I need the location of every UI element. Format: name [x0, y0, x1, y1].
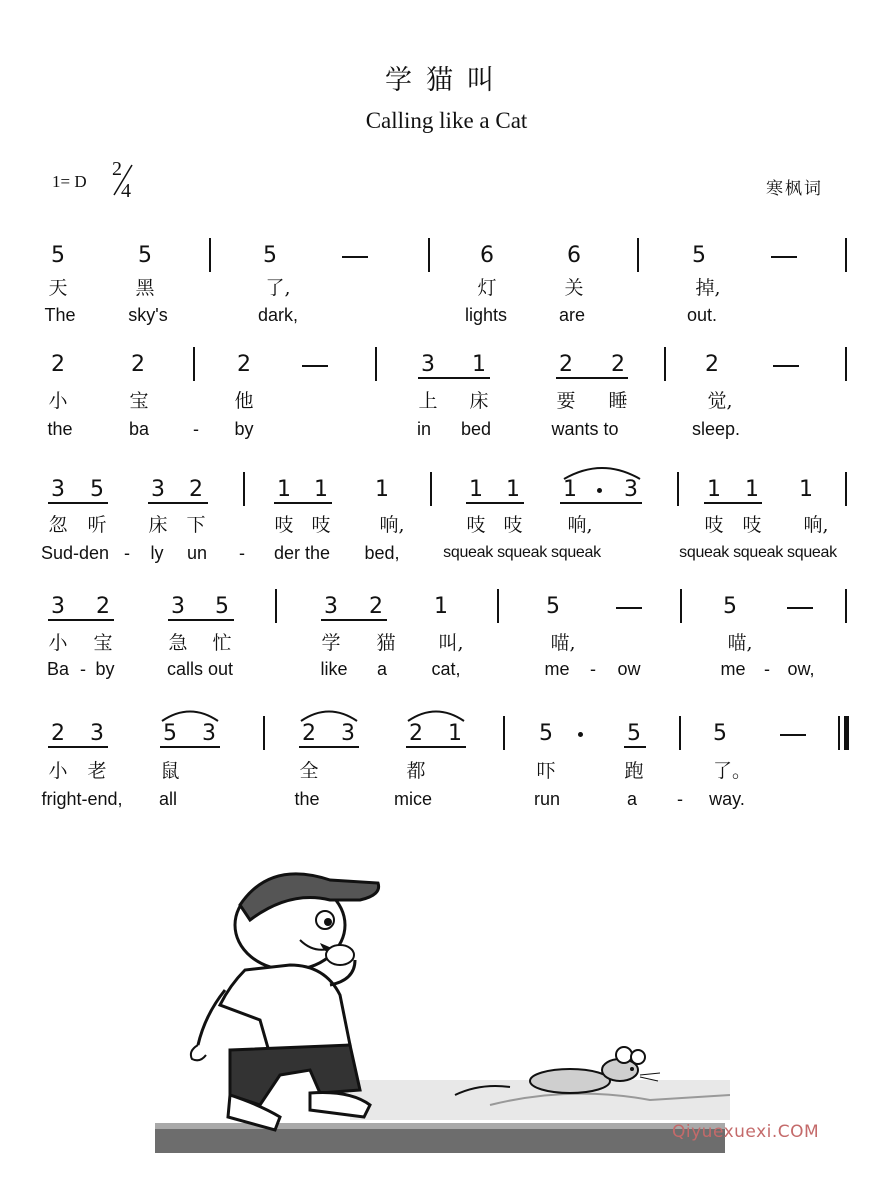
beam-underline	[48, 746, 108, 748]
lyric-en: calls out	[166, 659, 234, 679]
note: 1	[563, 477, 577, 502]
lyric-cn: 喵,	[727, 632, 753, 654]
time-signature-bottom: 4	[121, 180, 131, 202]
note: 1	[375, 477, 389, 502]
lyric-cn: 全	[299, 760, 319, 782]
sustain-dash	[771, 256, 797, 258]
lyric-cn: 宝	[93, 632, 113, 654]
beam-underline	[466, 502, 524, 504]
time-signature-top: 2	[112, 158, 122, 180]
lyric-en: Sud-den	[40, 543, 110, 563]
sustain-dash	[787, 607, 813, 609]
beam-underline	[406, 746, 466, 748]
beam-underline	[274, 502, 332, 504]
note: 2	[51, 352, 65, 377]
lyric-en: -	[677, 789, 683, 809]
bar-line	[263, 716, 265, 750]
beam-underline	[148, 502, 208, 504]
beam-underline	[48, 502, 108, 504]
lyric-en: dark,	[257, 305, 299, 325]
lyric-cn: 黑	[135, 277, 155, 299]
lyric-en: lights	[464, 305, 508, 325]
note: 2	[131, 352, 145, 377]
lyric-cn: 要	[556, 390, 576, 412]
lyric-cn: 了。	[712, 760, 752, 782]
bar-line	[637, 238, 639, 272]
note: 1	[469, 477, 483, 502]
bar-line	[430, 472, 432, 506]
lyric-en: ow,	[787, 659, 815, 679]
lyric-en: way.	[709, 789, 745, 809]
lyric-en: sky's	[128, 305, 168, 325]
slur-arc	[406, 707, 466, 723]
lyric-cn: 吱	[466, 514, 486, 536]
lyric-en: Ba	[46, 659, 70, 679]
lyric-en: all	[158, 789, 178, 809]
lyric-cn: 吓	[536, 760, 556, 782]
lyric-cn: 忽	[48, 514, 68, 536]
lyric-en: der the	[273, 543, 331, 563]
note: 1	[434, 594, 448, 619]
note: 1	[277, 477, 291, 502]
lyric-en: run	[533, 789, 561, 809]
lyric-cn: 宝	[129, 390, 149, 412]
bar-line	[845, 347, 847, 381]
lyric-cn: 下	[186, 514, 206, 536]
note: 2	[611, 352, 625, 377]
lyric-cn: 响,	[379, 514, 405, 536]
lyric-en: fright-end,	[41, 789, 123, 809]
sustain-dash	[302, 365, 328, 367]
lyric-cn: 掉,	[695, 277, 721, 299]
note: 2	[237, 352, 251, 377]
bar-line	[679, 716, 681, 750]
note: 5	[51, 243, 65, 268]
beam-underline	[556, 377, 628, 379]
lyric-en: un	[186, 543, 208, 563]
lyric-en: me	[544, 659, 570, 679]
lyric-cn: 老	[87, 760, 107, 782]
key-signature: 1= D	[52, 172, 87, 191]
lyric-en: bed,	[364, 543, 400, 563]
lyric-en: -	[124, 543, 130, 563]
lyric-cn: 吱	[503, 514, 523, 536]
note: 2	[96, 594, 110, 619]
lyric-en: The	[44, 305, 76, 325]
lyric-cn: 都	[406, 760, 426, 782]
lyric-en: mice	[393, 789, 433, 809]
lyric-en: -	[764, 659, 770, 679]
note: 3	[51, 477, 65, 502]
bar-line	[680, 589, 682, 623]
bar-line	[503, 716, 505, 750]
lyric-cn: 叫,	[438, 632, 464, 654]
bar-line	[664, 347, 666, 381]
note: 1	[707, 477, 721, 502]
note: 5	[692, 243, 706, 268]
lyric-cn: 觉,	[707, 390, 733, 412]
note: 3	[624, 477, 638, 502]
note: 6	[567, 243, 581, 268]
bar-line	[375, 347, 377, 381]
note: 2	[559, 352, 573, 377]
lyric-cn: 天	[48, 277, 68, 299]
lyric-cn: 关	[564, 277, 584, 299]
lyric-en: wants to	[551, 419, 619, 439]
slur-arc	[160, 707, 220, 723]
beam-underline	[321, 619, 387, 621]
note: 3	[51, 594, 65, 619]
note: 2	[189, 477, 203, 502]
note: 2	[302, 721, 316, 746]
bar-line	[677, 472, 679, 506]
lyric-en: ba	[128, 419, 150, 439]
note: 3	[341, 721, 355, 746]
lyric-en: sleep.	[691, 419, 741, 439]
note: 3	[324, 594, 338, 619]
slur-arc	[299, 707, 359, 723]
lyric-cn: 小	[48, 632, 68, 654]
boy-figure	[191, 874, 379, 1130]
lyric-en: me	[720, 659, 746, 679]
sustain-dash	[773, 365, 799, 367]
lyric-cn: 喵,	[550, 632, 576, 654]
note: 5	[723, 594, 737, 619]
bar-line	[193, 347, 195, 381]
lyric-en: are	[558, 305, 586, 325]
beam-underline	[48, 619, 114, 621]
slur-arc	[562, 463, 642, 481]
note: 2	[705, 352, 719, 377]
dot-rhythm	[597, 488, 602, 493]
beam-underline	[704, 502, 762, 504]
lyric-cn: 吱	[704, 514, 724, 536]
note: 5	[215, 594, 229, 619]
lyric-en: ow	[617, 659, 641, 679]
lyric-cn: 床	[148, 514, 168, 536]
note: 1	[506, 477, 520, 502]
note: 1	[799, 477, 813, 502]
final-bar-thin	[838, 716, 840, 750]
song-title-english: Calling like a Cat	[365, 108, 528, 133]
note: 3	[421, 352, 435, 377]
site-watermark: Qiyuexuexi.COM	[672, 1122, 820, 1142]
bar-line	[845, 472, 847, 506]
lyric-cn: 睡	[608, 390, 628, 412]
lyric-cn: 忙	[212, 632, 232, 654]
lyric-cn: 灯	[477, 277, 497, 299]
lyric-en: like	[320, 659, 348, 679]
note: 3	[202, 721, 216, 746]
note: 2	[409, 721, 423, 746]
lyric-en: -	[80, 659, 86, 679]
note: 5	[546, 594, 560, 619]
note: 2	[369, 594, 383, 619]
final-bar-thick	[844, 716, 849, 750]
beam-underline	[168, 619, 234, 621]
note: 5	[263, 243, 277, 268]
beam-underline	[160, 746, 220, 748]
dot-rhythm	[578, 732, 583, 737]
lyric-cn: 猫	[376, 632, 396, 654]
lyric-cn: 响,	[803, 514, 829, 536]
note: 5	[539, 721, 553, 746]
beam-underline	[624, 746, 646, 748]
note: 1	[314, 477, 328, 502]
note: 6	[480, 243, 494, 268]
lyric-en: the	[47, 419, 73, 439]
lyric-cn: 吱	[274, 514, 294, 536]
sustain-dash	[616, 607, 642, 609]
lyric-cn: 小	[48, 390, 68, 412]
bar-line	[275, 589, 277, 623]
beam-underline	[560, 502, 642, 504]
lyric-cn: 学	[321, 632, 341, 654]
lyric-cn: 吱	[311, 514, 331, 536]
lyric-cn: 鼠	[160, 760, 180, 782]
note: 5	[163, 721, 177, 746]
bar-line	[845, 589, 847, 623]
lyric-en: cat,	[431, 659, 461, 679]
note: 3	[171, 594, 185, 619]
note: 2	[51, 721, 65, 746]
lyric-cn: 响,	[567, 514, 593, 536]
lyric-en: out.	[686, 305, 718, 325]
lyric-cn: 听	[87, 514, 107, 536]
bar-line	[428, 238, 430, 272]
song-title-chinese: 学猫叫	[385, 65, 508, 96]
lyric-en: -	[590, 659, 596, 679]
bar-line	[845, 238, 847, 272]
lyric-en: -	[239, 543, 245, 563]
lyric-en: a	[376, 659, 388, 679]
lyric-en: a	[626, 789, 638, 809]
lyricist-credit: 寒枫词	[766, 179, 823, 199]
note: 5	[713, 721, 727, 746]
lyric-en: squeak squeak squeak	[679, 544, 837, 561]
note: 1	[448, 721, 462, 746]
beam-underline	[418, 377, 490, 379]
lyric-en: squeak squeak squeak	[443, 544, 601, 561]
note: 5	[138, 243, 152, 268]
beam-underline	[299, 746, 359, 748]
note: 5	[627, 721, 641, 746]
lyric-cn: 他	[234, 390, 254, 412]
lyric-cn: 急	[168, 632, 188, 654]
note: 1	[472, 352, 486, 377]
lyric-en: by	[95, 659, 115, 679]
lyric-cn: 了,	[265, 277, 291, 299]
bar-line	[243, 472, 245, 506]
lyric-en: bed	[460, 419, 492, 439]
bar-line	[209, 238, 211, 272]
lyric-cn: 小	[48, 760, 68, 782]
bar-line	[497, 589, 499, 623]
sustain-dash	[342, 256, 368, 258]
lyric-en: in	[416, 419, 432, 439]
lyric-en: by	[234, 419, 254, 439]
lyric-cn: 床	[469, 390, 489, 412]
boy-and-mouse-illustration	[150, 855, 730, 1155]
lyric-cn: 跑	[624, 760, 644, 782]
lyric-cn: 上	[418, 390, 438, 412]
note: 5	[90, 477, 104, 502]
note: 1	[745, 477, 759, 502]
lyric-en: the	[294, 789, 320, 809]
note: 3	[90, 721, 104, 746]
sustain-dash	[780, 734, 806, 736]
lyric-en: -	[193, 419, 199, 439]
lyric-cn: 吱	[742, 514, 762, 536]
lyric-en: ly	[150, 543, 164, 563]
note: 3	[151, 477, 165, 502]
